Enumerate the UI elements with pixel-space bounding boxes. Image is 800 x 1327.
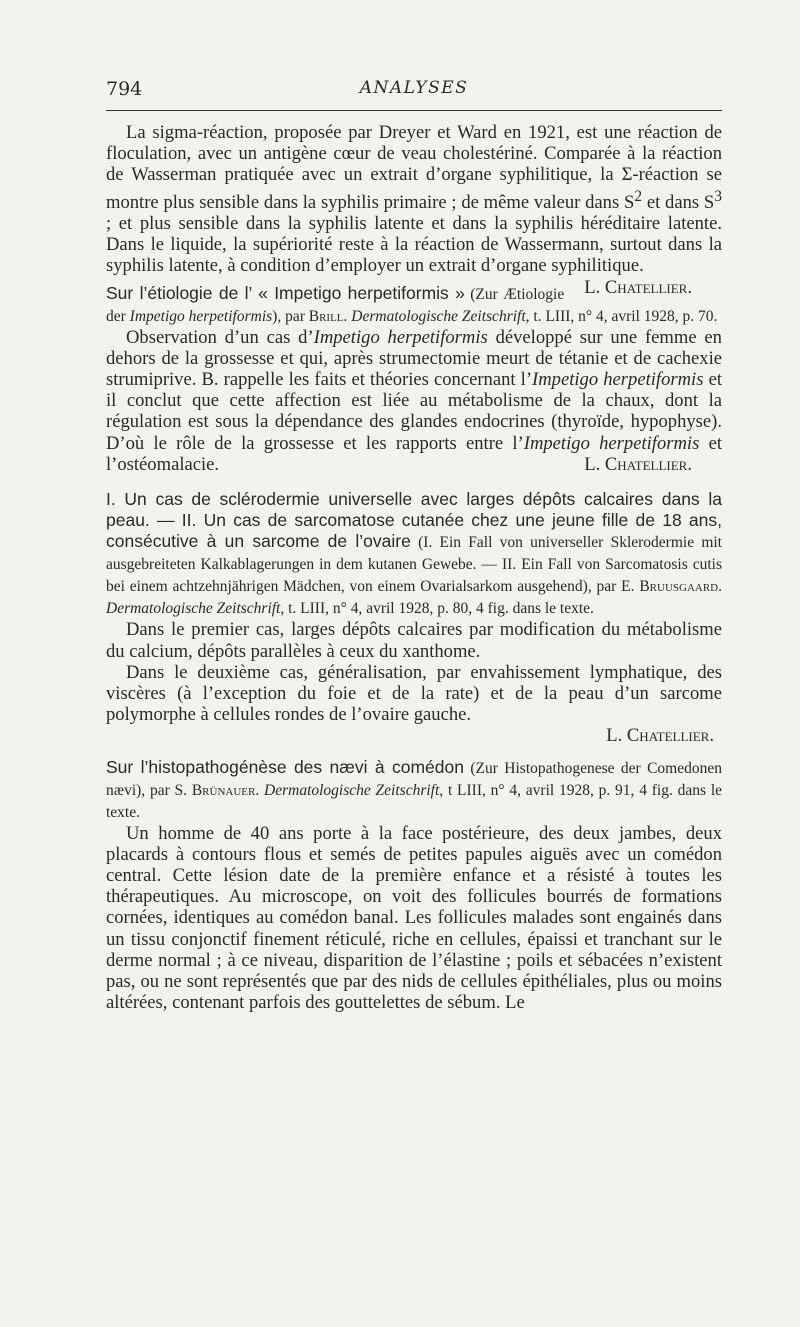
article1-italic-3: Impetigo herpetiformis xyxy=(523,432,700,454)
page-number: 794 xyxy=(106,78,143,100)
page-header xyxy=(106,74,722,104)
article0-text-2: et dans S xyxy=(642,191,715,213)
article3-author: Brünauer xyxy=(191,781,256,799)
article1-signature: L. Chatellier. xyxy=(584,453,692,475)
article2-ref-b: . xyxy=(718,578,722,596)
article1-ref-b: ), par xyxy=(272,307,309,325)
article0-signature: L. Chatellier. xyxy=(584,276,692,298)
article1-journal: Dermatologische Zeitschrift xyxy=(351,307,526,325)
article3-ref-b: . xyxy=(255,781,265,799)
article3-title: Sur l’histopathogénèse des nævi à comédon xyxy=(106,756,464,777)
article2-author: Bruusgaard xyxy=(639,578,719,596)
article0-sup-2: 3 xyxy=(714,187,722,205)
article3-ref-a: (Zur Histopathogenese der Comedonen nævi), par S. xyxy=(106,759,722,799)
article1-author: Brill xyxy=(308,307,344,325)
page-body xyxy=(106,122,722,1013)
article1-text-2: développé sur une femme en dehors de la grossesse et qui, après strumectomie meurt de tétanie et de cachexie strumiprive. B. rappelle les faits et théories concernant l’ xyxy=(106,326,722,391)
article2-paragraph-1: Dans le premier cas, larges dépôts calcaires par modification du métabolisme du calcium, dépôts parallèles à ceux du xanthome. xyxy=(106,619,722,662)
article2-header xyxy=(106,489,722,619)
article1-ref-italic: Impetigo herpetiformis xyxy=(129,307,273,325)
article2-journal: Dermatologische Zeitschrift xyxy=(106,600,281,618)
article2-ref-c: , t. LIII, n° 4, avril 1928, p. 80, 4 fig. dans le texte. xyxy=(280,600,594,618)
article3-paragraph: Un homme de 40 ans porte à la face postérieure, des deux jambes, deux placards à contours flous et semés de petites papules aiguës avec un comédon central. Cette lésion date de la première enfance et a résisté à toutes les thérapeutiques. Au microscope, on voit des follicules bourrés de formations cornées, identiques au comédon banal. Les follicules malades sont engainés dans un tissu conjonctif finement réticulé, riche en cellules, épaissi et tranchant sur le derme normal ; à ce niveau, disparition de l’élastine ; poils et sébacées n’existent pas, ou ne sont représentés que par des nids de cellules épithéliales, plus ou moins altérées, contenant parfois des gouttelettes de sébum. Le xyxy=(106,822,722,1014)
header-rule xyxy=(106,110,722,111)
running-head: ANALYSES xyxy=(359,78,469,98)
article1-title: Sur l’étiologie de l’ « Impetigo herpetiformis » xyxy=(106,282,465,303)
article1-ref-c: . xyxy=(343,307,352,325)
article1-text-1: Observation d’un cas d’ xyxy=(126,326,314,348)
article3-header xyxy=(106,757,722,823)
article2-signature: L. Chatellier. xyxy=(606,725,714,747)
article2-paragraph-2: Dans le deuxième cas, généralisation, par envahissement lymphatique, des viscères (à l’exception du foie et de la rate) et de la peau d’un sarcome polymorphe à cellules rondes de l’ovaire gauche. xyxy=(106,661,722,726)
article1-text-4: et l’ostéomalacie. xyxy=(106,432,722,475)
article2-title: I. Un cas de sclérodermie universelle avec larges dépôts calcaires dans la peau. — II. Un cas de sarcomatose cutanée chez une jeune fille de 18 ans, consécutive à un sarcome de l’ovaire xyxy=(106,489,722,552)
article1-ref-d: , t. LIII, n° 4, avril 1928, p. 70. xyxy=(525,307,718,325)
article1-text-3: et il conclut que cette affection est liée au métabolisme de la chaux, dont la régulation est sous la dépendance des glandes endocrines (thyroïde, hypophyse). D’où le rôle de la grossesse et les rapports entre l’ xyxy=(106,369,722,454)
article0-text-1: La sigma-réaction, proposée par Dreyer et Ward en 1921, est une réaction de floculation, avec un antigène cœur de veau cholestériné. Comparée à la réaction de Wasserman pratiquée avec un extrait d’organe syphilitique, la Σ-réaction se montre plus sensible dans la syphilis primaire ; de même valeur dans S xyxy=(106,122,722,213)
article0-text-3: ; et plus sensible dans la syphilis latente et dans la syphilis héréditaire latente. Dans le liquide, la supériorité reste à la réaction de Wassermann, surtout dans la syphilis latente, à condition d’employer un extrait d’organe syphilitique. xyxy=(106,213,722,277)
article2-ref-a: (I. Ein Fall von universeller Sklerodermie mit ausgebreiteten Kalkablagerungen in dem kutanen Gewebe. — II. Ein Fall von Sarcomatosis cutis bei einem achtzehnjährigen Mädchen, von einem Ovarialsarkom ausgehend), par E. xyxy=(106,534,722,596)
article1-italic-2: Impetigo herpetiformis xyxy=(532,369,704,391)
article1-paragraph xyxy=(106,327,722,475)
article3-ref-c: , t LIII, n° 4, avril 1928, p. 91, 4 fig. dans le texte. xyxy=(106,781,723,821)
article3-journal: Dermatologische Zeitschrift xyxy=(264,781,440,799)
article1-italic-1: Impetigo herpetiformis xyxy=(313,326,488,348)
article0-sup-1: 2 xyxy=(634,187,643,205)
article1-ref-a: (Zur Ætiologie der xyxy=(106,285,565,325)
